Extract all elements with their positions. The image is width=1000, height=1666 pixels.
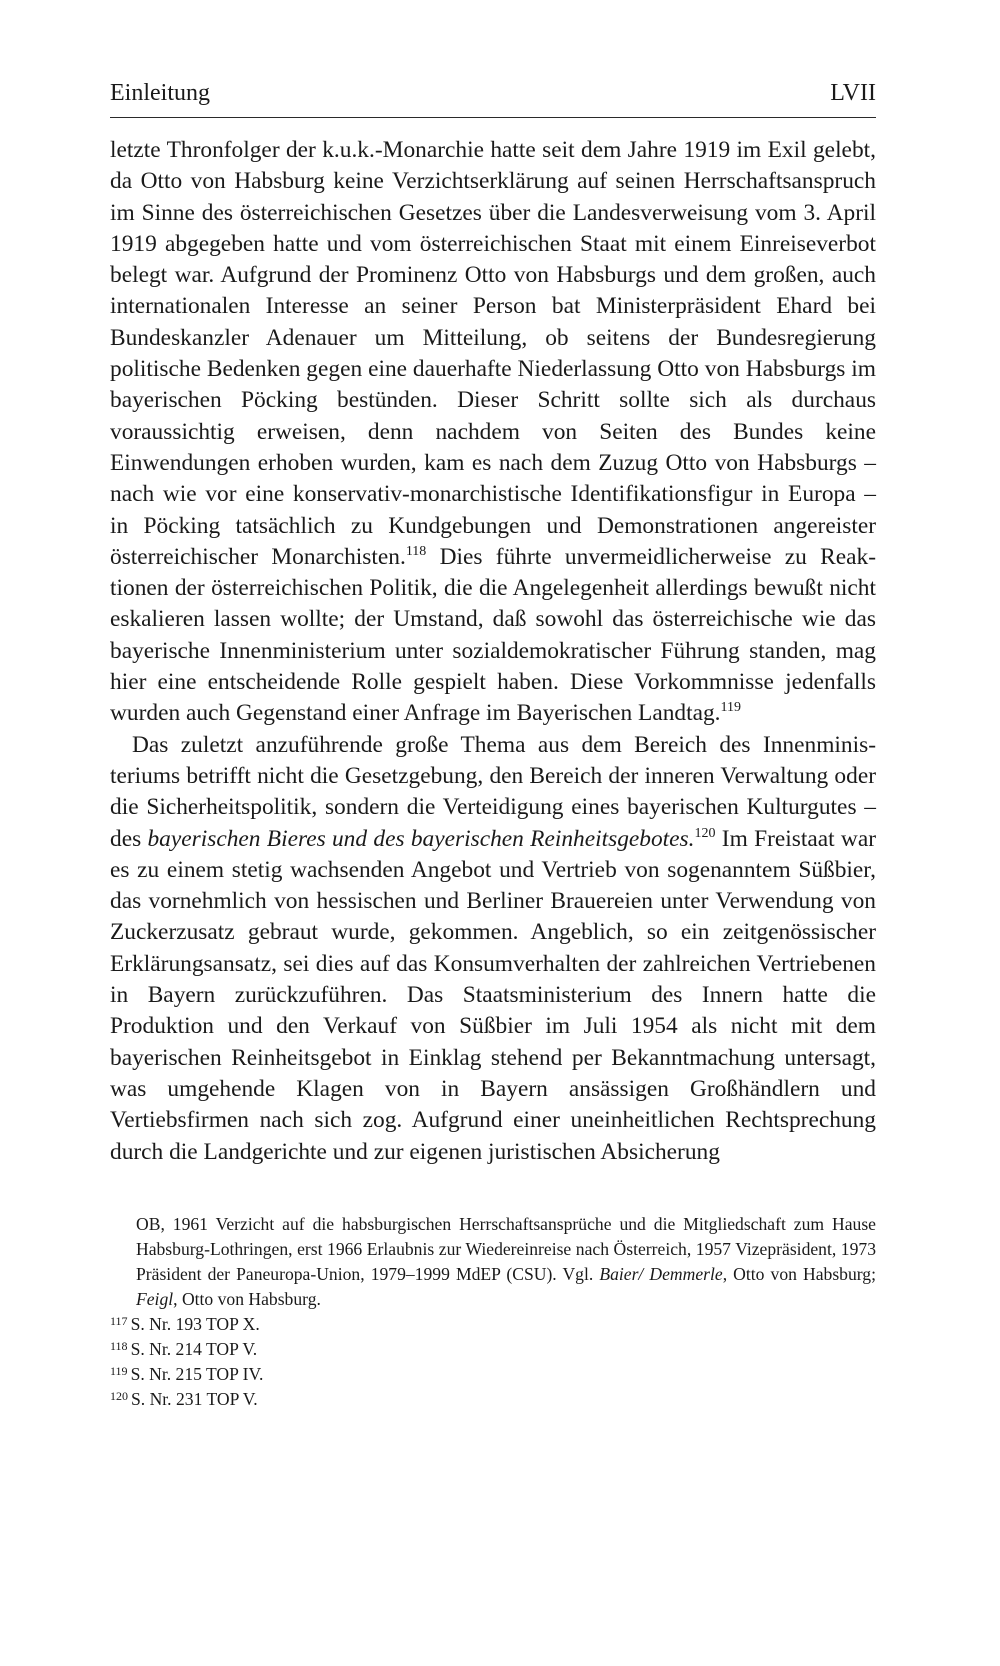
footnote-cont-text-a: OB, 1961 Verzicht auf die habsburgischen Herrschaftsansprüche und die Mitgliedschaft zum Hause Habsburg-Lothringen, erst 1966 Erlaubnis zur Wiedereinreise nach Österreich, 1957 Vizepräsident, 1973 Präsident der Paneuropa-Union, 1979–1999 MdEP (CSU). Vgl. bbox=[136, 1213, 876, 1284]
footnote-text: S. Nr. 214 TOP V. bbox=[130, 1338, 258, 1359]
paragraph-2-text-a: Das zuletzt anzuführende große Thema aus dem Bereich des Innenministeriums betrifft nicht die Gesetzgebung, den Bereich der inneren Verwaltung oder die Sicherheitspolitik, sondern die Verteidigung eines bayerischen Kulturgutes – des bbox=[110, 731, 876, 852]
footnotes bbox=[110, 1212, 876, 1412]
footnote-cont-text-b: , Otto von Habsburg; bbox=[722, 1263, 876, 1284]
footnote-ref-118: 118 bbox=[405, 543, 427, 559]
footnote-118 bbox=[110, 1337, 876, 1362]
body-text bbox=[110, 135, 876, 1168]
footnote-text: S. Nr. 215 TOP IV. bbox=[130, 1363, 264, 1384]
footnote-number: 120 bbox=[110, 1388, 128, 1403]
paragraph-1-text-b: Dies führte unvermeidlicherweise zu Reaktionen der österreichischen Politik, die die Angelegenheit allerdings bewußt nicht eskalieren lassen wollte; der Umstand, daß sowohl das österreichische wie das bayerische Innenministerium unter sozialdemokratischer Führung standen, mag hier eine entscheidende Rolle gespielt haben. Diese Vorkommnisse jedenfalls wurden auch Gegenstand einer Anfrage im Bayerischen Landtag. bbox=[110, 543, 876, 727]
paragraph-2 bbox=[110, 730, 876, 1168]
footnote-number: 118 bbox=[110, 1338, 128, 1353]
footnote-cont-text-c: , Otto von Habsburg. bbox=[173, 1288, 321, 1309]
footnote-117 bbox=[110, 1312, 876, 1337]
paragraph-1-text-a: letzte Thronfolger der k.u.k.-Monarchie hatte seit dem Jahre 1919 im Exil gelebt, da Otto von Habsburg keine Verzichtserklärung auf seinen Herrschaftsanspruch im Sinne des österreichischen Gesetzes über die Landesverweisung vom 3. April 1919 abgegeben hatte und vom österreichischen Staat mit einem Einreiseverbot belegt war. Aufgrund der Prominenz Otto von Habsburgs und dem großen, auch internationalen Interesse an seiner Person bat Ministerpräsident Ehard bei Bundeskanzler Adenauer um Mitteilung, ob seitens der Bundesregierung politische Bedenken gegen eine dauerhafte Niederlassung Otto von Habsburgs im bayerischen Pöcking bestünden. Dieser Schritt sollte sich als durchaus voraussichtig erweisen, denn nachdem von Seiten des Bundes keine Einwendungen erhoben wurden, kam es nach dem Zuzug Otto von Habsburgs – nach wie vor eine konservativ-monarchistische Identifikationsfigur in Europa – in Pöcking tatsächlich zu Kundgebungen und Demonstrationen angereister österreichischer Monarchisten. bbox=[110, 137, 876, 570]
footnote-number: 119 bbox=[110, 1363, 128, 1378]
running-header bbox=[110, 78, 876, 118]
footnote-119 bbox=[110, 1362, 876, 1387]
footnote-cont-author-2: Feigl bbox=[136, 1288, 174, 1309]
footnote-cont-author-1: Baier/ Demmerle bbox=[599, 1263, 723, 1284]
document-page bbox=[110, 78, 876, 1412]
footnote-text: S. Nr. 193 TOP X. bbox=[130, 1313, 260, 1334]
header-page-number: LVII bbox=[830, 80, 876, 106]
footnote-continuation bbox=[110, 1212, 876, 1312]
footnote-ref-120: 120 bbox=[694, 825, 716, 841]
footnote-text: S. Nr. 231 TOP V. bbox=[131, 1388, 258, 1409]
header-section-title: Einleitung bbox=[110, 80, 210, 106]
footnote-number: 117 bbox=[110, 1313, 128, 1328]
footnote-ref-119: 119 bbox=[720, 700, 742, 716]
paragraph-1 bbox=[110, 135, 876, 730]
paragraph-2-italic: bayerischen Bieres und des bayerischen Reinheitsgebotes. bbox=[147, 825, 695, 852]
footnote-120 bbox=[110, 1387, 876, 1412]
paragraph-2-text-b: Im Freistaat war es zu einem stetig wachsenden Angebot und Vertrieb von sogenanntem Süßbier, das vornehmlich von hessischen und Berliner Brauereien unter Verwendung von Zuckerzusatz gebraut wurde, gekommen. Angeblich, so ein zeitgenössischer Erklärungsansatz, sei dies auf das Konsumverhalten der zahlreichen Vertriebenen in Bayern zurückzuführen. Das Staatsministerium des Innern hatte die Produktion und den Verkauf von Süßbier im Juli 1954 als nicht mit dem bayerischen Reinheitsgebot in Einklag stehend per Bekanntmachung untersagt, was umgehende Klagen von in Bayern ansässigen Großhändlern und Vertiebsfirmen nach sich zog. Aufgrund einer uneinheitlichen Rechtsprechung durch die Landgerichte und zur eigenen juristischen Absicherung bbox=[110, 825, 876, 1165]
